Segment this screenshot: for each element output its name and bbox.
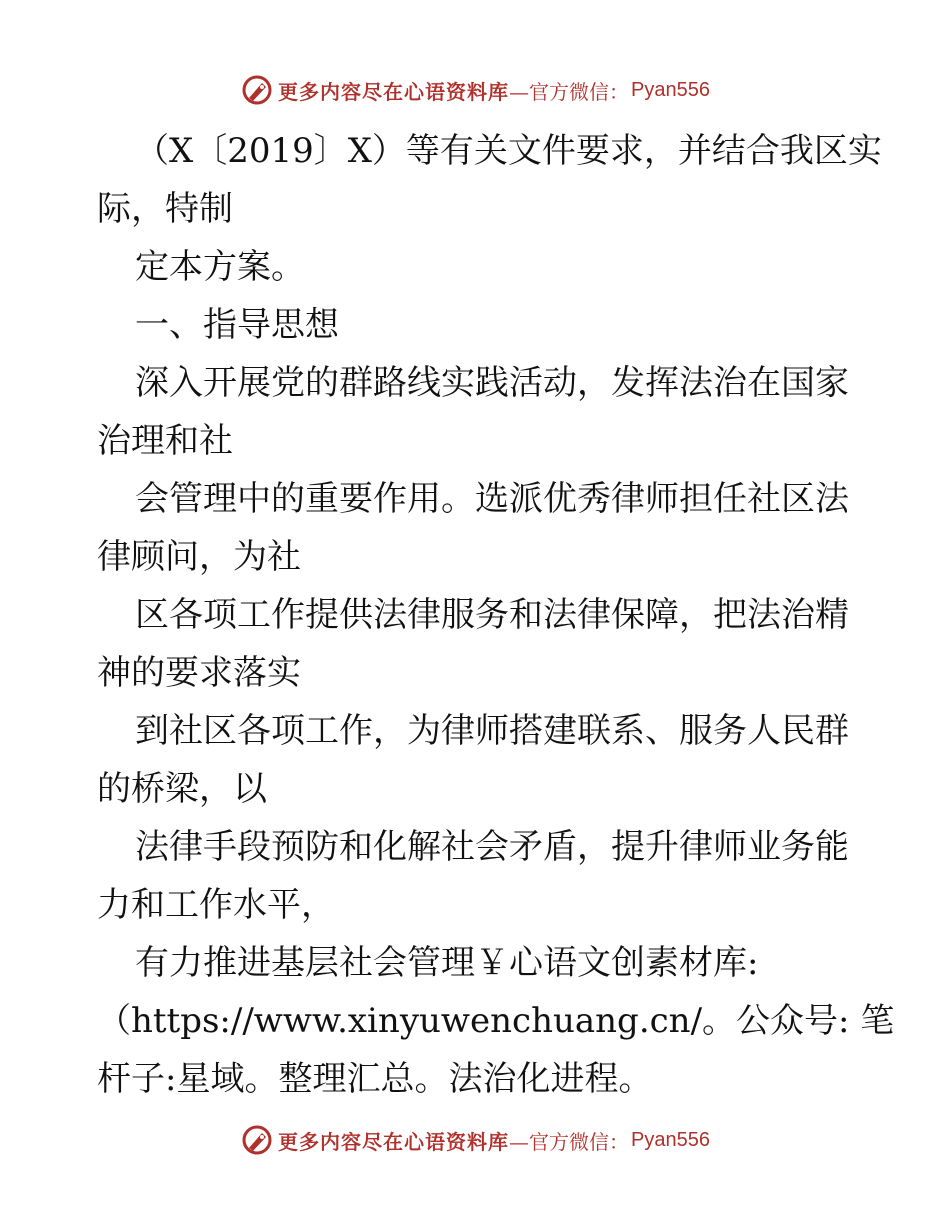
text-line: 力和工作水平， [97, 885, 335, 925]
header-watermark-banner [0, 70, 950, 110]
text-line: 律顾问，为社 [97, 537, 301, 577]
header-banner-text: 更多内容尽在心语资料库 [278, 79, 510, 104]
footer-wechat-id: Pyan556 [631, 1128, 710, 1151]
text-line: 到社区各项工作，为律师搭建联系、服务人民群 [135, 711, 849, 751]
footer-watermark-banner [0, 1120, 950, 1160]
text-line: 杆子:星域。整理汇总。法治化进程。 [97, 1059, 653, 1099]
header-banner-separator: —官方微信： [509, 79, 630, 104]
section-heading: 一、指导思想 [135, 305, 339, 345]
text-line: 神的要求落实 [97, 653, 301, 693]
text-line: （X〔2019〕X）等有关文件要求，并结合我区实 [135, 131, 882, 171]
text-line: 会管理中的重要作用。选派优秀律师担任社区法 [135, 479, 849, 519]
header-wechat-id: Pyan556 [631, 78, 710, 101]
text-line: 际，特制 [97, 189, 233, 229]
text-line: 定本方案。 [135, 247, 305, 287]
text-line: 有力推进基层社会管理￥心语文创素材库: [135, 943, 759, 983]
text-line: 治理和社 [97, 421, 233, 461]
text-line: 的桥梁，以 [97, 769, 267, 809]
footer-banner-text: 更多内容尽在心语资料库 [278, 1129, 510, 1154]
footer-banner-separator: —官方微信： [509, 1129, 630, 1154]
text-line: 法律手段预防和化解社会矛盾，提升律师业务能 [135, 827, 849, 867]
text-line: 深入开展党的群路线实践活动，发挥法治在国家 [135, 363, 849, 403]
fountain-pen-seal-icon [240, 1123, 274, 1157]
text-line: 区各项工作提供法律服务和法律保障，把法治精 [135, 595, 849, 635]
document-body [97, 122, 895, 1108]
text-line: （https://www.xinyuwenchuang.cn/。公众号: 笔 [97, 1001, 895, 1041]
fountain-pen-seal-icon [240, 73, 274, 107]
